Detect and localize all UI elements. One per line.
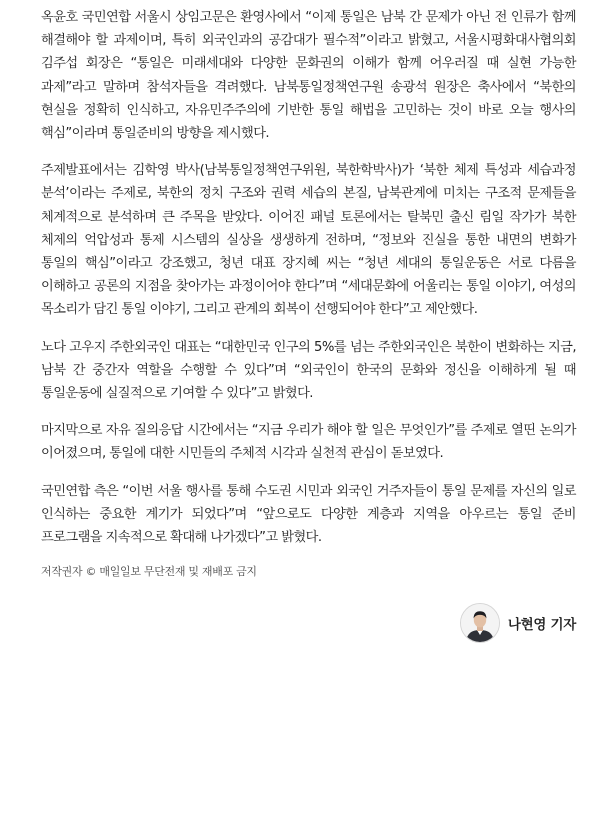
copyright-notice: 저작권자 © 매일일보 무단전재 및 재배포 금지 — [41, 565, 257, 579]
article-paragraph: 국민연합 측은 “이번 서울 행사를 통해 수도권 시민과 외국인 거주자들이 통일 문제를 자신의 일로 인식하는 중요한 계기가 되었다”며 “앞으로도 다양한 계층과 지역을 아우르는 통일 준비 프로그램을 지속적으로 확대해 나가겠다”고 밝혔다. — [41, 483, 576, 546]
article-body — [41, 6, 576, 579]
reporter-byline[interactable] — [41, 603, 576, 643]
reporter-avatar[interactable] — [460, 603, 500, 643]
article-paragraph: 마지막으로 자유 질의응답 시간에서는 “지금 우리가 해야 할 일은 무엇인가”를 주제로 열띤 논의가 이어졌으며, 통일에 대한 시민들의 주체적 시각과 실천적 관심이 돋보였다. — [41, 423, 576, 462]
article-paragraph: 노다 고우지 주한외국인 대표는 “대한민국 인구의 5%를 넘는 주한외국인은 북한이 변화하는 지금, 남북 간 중간자 역할을 수행할 수 있다”며 “외국인이 한국의 문화와 정신을 이해하게 될 때 통일운동에 실질적으로 기여할 수 있다”고 밝혔다. — [41, 339, 576, 402]
reporter-name[interactable]: 나현영 기자 — [507, 617, 576, 633]
reporter-photo-icon — [461, 604, 499, 642]
article-paragraph: 주제발표에서는 김학영 박사(남북통일정책연구위원, 북한학박사)가 ‘북한 체제 특성과 세습과정 분석’이라는 주제로, 북한의 정치 구조와 권력 세습의 본질, 남북관계에 미치는 구조적 문제들을 체계적으로 분석하며 큰 주목을 받았다. 이어진 패널 토론에서는 탈북민 출신 림일 작가가 북한 체제의 억압성과 통제 시스템의 실상을 생생하게 전하며, “정보와 진실을 통한 내면의 변화가 통일의 핵심”이라고 강조했고, 청년 대표 장지혜 씨는 “청년 세대의 통일운동은 서로 다름을 이해하고 공론의 지점을 찾아가는 과정이어야 한다”며 “세대문화에 어울리는 통일 이야기, 여성의 목소리가 담긴 통일 이야기, 그리고 관계의 회복이 선행되어야 한다”고 제안했다. — [41, 163, 576, 318]
article-paragraph: 옥윤호 국민연합 서울시 상임고문은 환영사에서 “이제 통일은 남북 간 문제가 아닌 전 인류가 함께 해결해야 할 과제이며, 특히 외국인과의 공감대가 필수적”이라고 밝혔고, 서울시평화대사협의회 김주섭 회장은 “통일은 미래세대와 다양한 문화권의 이해가 함께 어우러질 때 실현 가능한 과제”라고 말하며 참석자들을 격려했다. 남북통일정책연구원 송광석 원장은 축사에서 “북한의 현실을 정확히 인식하고, 자유민주주의에 기반한 통일 해법을 고민하는 것이 바로 오늘 행사의 핵심”이라며 통일준비의 방향을 제시했다. — [41, 10, 576, 142]
